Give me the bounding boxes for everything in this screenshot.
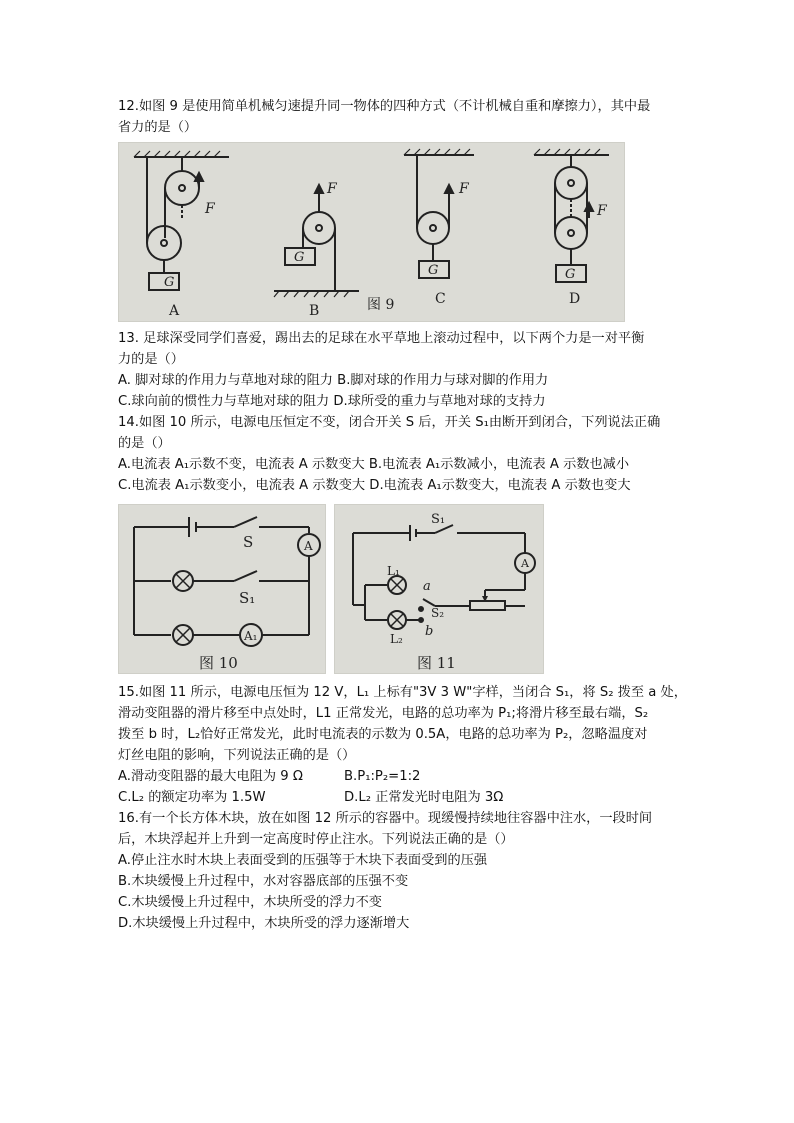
- q13-line2: 力的是（）: [118, 352, 184, 367]
- label-d: D: [569, 291, 581, 307]
- fig11-l1-label: L₁: [387, 564, 400, 578]
- q12-line1: 12.如图 9 是使用简单机械匀速提升同一物体的四种方式（不计机械自重和摩擦力），其中最: [118, 99, 651, 114]
- f-label-c: F: [459, 181, 469, 197]
- f-label-a: F: [205, 201, 215, 217]
- label-a: A: [169, 303, 180, 319]
- g-label-d: G: [565, 267, 576, 282]
- g-label-a: G: [164, 275, 175, 290]
- figure-9-caption: 图 9: [367, 297, 395, 313]
- q15-option-a: A.滑动变阻器的最大电阻为 9 Ω: [118, 769, 303, 784]
- f-label-b: F: [327, 181, 337, 197]
- q15-option-c: C.L₂ 的额定功率为 1.5W: [118, 790, 266, 805]
- q16-option-d: D.木块缓慢上升过程中，木块所受的浮力逐渐增大: [118, 916, 410, 931]
- q14-options-ab: A.电流表 A₁示数不变，电流表 A 示数变大 B.电流表 A₁示数减小，电流表 A 示数也减小: [118, 457, 630, 472]
- label-c: C: [435, 291, 446, 307]
- q15-line2: 滑动变阻器的滑片移至中点处时，L1 正常发光，电路的总功率为 P₁;将滑片移至最右端，S₂: [118, 706, 649, 721]
- q13-options-cd: C.球向前的惯性力与草地对球的阻力 D.球所受的重力与草地对球的支持力: [118, 394, 546, 409]
- figure-9: [118, 142, 625, 322]
- g-label-b: G: [294, 250, 305, 265]
- q16-line2: 后，木块浮起并上升到一定高度时停止注水。下列说法正确的是（）: [118, 832, 514, 847]
- fig11-s2-label: S₂: [431, 606, 445, 620]
- q15-line3: 拨至 b 时，L₂恰好正常发光，此时电流表的示数为 0.5A，电路的总功率为 P₂，忽略温度对: [118, 727, 648, 742]
- f-label-d: F: [597, 203, 607, 219]
- q15-option-d: D.L₂ 正常发光时电阻为 3Ω: [344, 790, 504, 805]
- fig11-b-label: b: [425, 624, 434, 639]
- switch-s1-label: S₁: [239, 589, 256, 607]
- figures-10-11: [118, 504, 678, 674]
- ammeter-a1-label: A₁: [244, 629, 258, 643]
- q13-line1: 13. 足球深受同学们喜爱，踢出去的足球在水平草地上滚动过程中，以下两个力是一对平衡: [118, 331, 645, 346]
- ammeter-a-label: A: [304, 539, 313, 553]
- q14-line1: 14.如图 10 所示，电源电压恒定不变，闭合开关 S 后，开关 S₁由断开到闭合，下列说法正确: [118, 415, 661, 430]
- q12-line2: 省力的是（）: [118, 120, 198, 135]
- q14-options-cd: C.电流表 A₁示数变小，电流表 A 示数变大 D.电流表 A₁示数变大，电流表 A 示数也变大: [118, 478, 631, 493]
- switch-s-label: S: [243, 533, 254, 551]
- q13-options-ab: A. 脚对球的作用力与草地对球的阻力 B.脚对球的作用力与球对脚的作用力: [118, 373, 549, 388]
- label-b: B: [309, 303, 320, 319]
- q16-option-b: B.木块缓慢上升过程中，水对容器底部的压强不变: [118, 874, 409, 889]
- fig11-l2-label: L₂: [390, 632, 403, 646]
- pulley-system-a: [134, 151, 229, 290]
- fig11-a-label: a: [423, 579, 431, 594]
- figure-10-caption: 图 10: [199, 654, 238, 672]
- q15-options-cd: [118, 787, 678, 808]
- q15-line1: 15.如图 11 所示，电源电压恒为 12 V，L₁ 上标有"3V 3 W"字样，当闭合 S₁，将 S₂ 拨至 a 处，: [118, 685, 687, 700]
- figure-10: [118, 504, 326, 674]
- exam-page: [118, 96, 687, 934]
- q16-option-c: C.木块缓慢上升过程中，木块所受的浮力不变: [118, 895, 382, 910]
- fig11-ammeter-label: A: [521, 557, 529, 570]
- fig11-s1-label: S₁: [431, 512, 446, 527]
- q16-line1: 16.有一个长方体木块，放在如图 12 所示的容器中。现缓慢持续地往容器中注水，一段时间: [118, 811, 653, 826]
- g-label-c: G: [428, 263, 439, 278]
- pulley-system-c: [404, 149, 474, 278]
- q14-line2: 的是（）: [118, 436, 171, 451]
- q15-options-ab: [118, 766, 678, 787]
- pulley-system-b: [274, 185, 359, 297]
- figure-11: [334, 504, 544, 674]
- q16-option-a: A.停止注水时木块上表面受到的压强等于木块下表面受到的压强: [118, 853, 488, 868]
- figure-11-caption: 图 11: [417, 654, 456, 672]
- q15-option-b: B.P₁:P₂=1:2: [344, 769, 421, 784]
- q15-line4: 灯丝电阻的影响，下列说法正确的是（）: [118, 748, 356, 763]
